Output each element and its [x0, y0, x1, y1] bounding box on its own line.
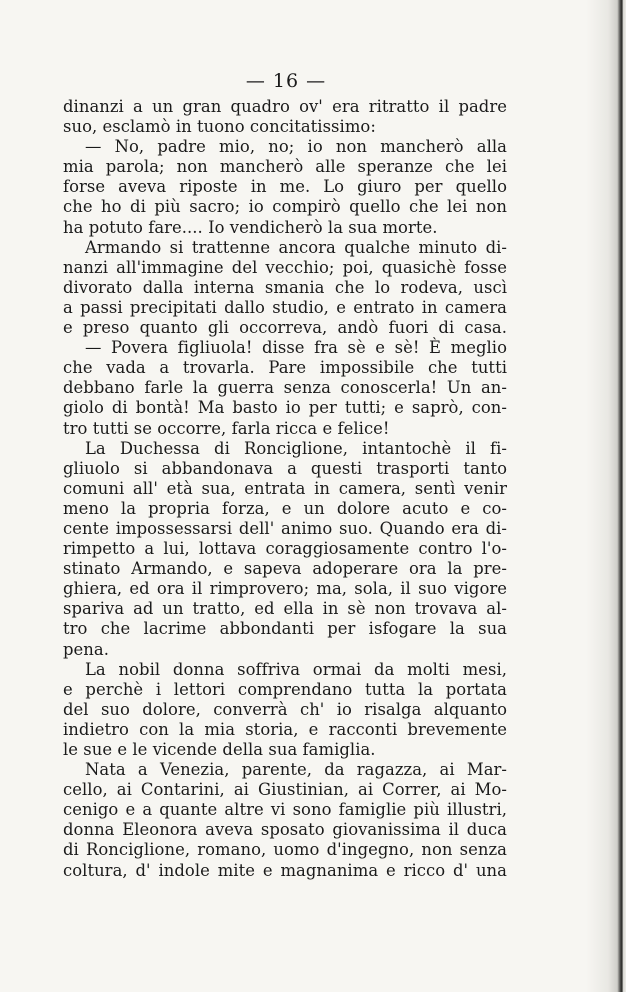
text-line: divorato dalla interna smania che lo rodeva, uscì	[63, 277, 507, 297]
page-edge	[586, 0, 626, 992]
text-line: La nobil donna soffriva ormai da molti mesi,	[85, 659, 507, 679]
text-line: suo, esclamò in tuono concitatissimo:	[63, 117, 376, 137]
text-line: a passi precipitati dallo studio, e entrato in camera	[63, 297, 507, 317]
text-line: dinanzi a un gran quadro ov' era ritratto il padre	[63, 97, 507, 116]
text-line: che vada a trovarla. Pare impossibile che tutti	[63, 358, 507, 378]
text-line: Armando si trattenne ancora qualche minuto di-	[85, 237, 507, 257]
text-line: rimpetto a lui, lottava coraggiosamente contro l'o-	[63, 539, 507, 559]
text-line: che ho di più sacro; io compirò quello che lei non	[63, 197, 507, 217]
text-line: del suo dolore, converrà ch' io risalga alquanto	[63, 699, 507, 719]
text-line: debbano farle la guerra senza conoscerla! Un an-	[63, 378, 507, 398]
text-line: ha potuto fare.... Io vendicherò la sua morte.	[63, 217, 438, 237]
text-line: tro che lacrime abbondanti per isfogare la sua	[63, 619, 507, 639]
text-line: comuni all' età sua, entrata in camera, sentì venir	[63, 478, 507, 498]
text-line: tro tutti se occorre, farla ricca e felice!	[63, 418, 390, 438]
text-line: spariva ad un tratto, ed ella in sè non trovava al-	[63, 599, 507, 619]
text-line: e preso quanto gli occorreva, andò fuori di casa.	[63, 318, 507, 338]
text-line: giolo di bontà! Ma basto io per tutti; e saprò, con-	[63, 398, 507, 418]
text-line: gliuolo si abbandonava a questi trasporti tanto	[63, 458, 507, 478]
text-line: pena.	[63, 639, 109, 659]
text-line: e perchè i lettori comprendano tutta la portata	[63, 679, 507, 699]
text-line: — Povera figliuola! disse fra sè e sè! È meglio	[85, 338, 507, 358]
text-line: stinato Armando, e sapeva adoperare ora la pre-	[63, 559, 507, 579]
text-line: ghiera, ed ora il rimprovero; ma, sola, il suo vigore	[63, 579, 507, 599]
text-line: le sue e le vicende della sua famiglia.	[63, 740, 376, 759]
text-line: cello, ai Contarini, ai Giustinian, ai Correr, ai Mo-	[63, 780, 507, 800]
text-line: — No, padre mio, no; io non mancherò alla	[85, 137, 507, 157]
text-line: mia parola; non mancherò alle speranze che lei	[63, 157, 507, 177]
text-line: La Duchessa di Ronciglione, intantochè il fi-	[85, 438, 507, 458]
body-text	[63, 97, 507, 881]
text-line: indietro con la mia storia, e racconti brevemente	[63, 719, 507, 739]
text-line: cenigo e a quante altre vi sono famiglie più illustri,	[63, 800, 507, 820]
text-line: donna Eleonora aveva sposato giovanissima il duca	[63, 820, 507, 840]
text-line: di Ronciglione, romano, uomo d'ingegno, non senza	[63, 840, 507, 860]
text-line: coltura, d' indole mite e magnanima e ricco d' una	[63, 860, 507, 880]
text-line: Nata a Venezia, parente, da ragazza, ai Mar-	[85, 760, 507, 780]
text-line: forse aveva riposte in me. Lo giuro per quello	[63, 177, 507, 197]
page-number: — 16 —	[245, 70, 327, 92]
text-line: cente impossessarsi dell' animo suo. Quando era di-	[63, 518, 507, 538]
text-line: nanzi all'immagine del vecchio; poi, quasichè fosse	[63, 257, 507, 277]
text-line: meno la propria forza, e un dolore acuto e co-	[63, 498, 507, 518]
